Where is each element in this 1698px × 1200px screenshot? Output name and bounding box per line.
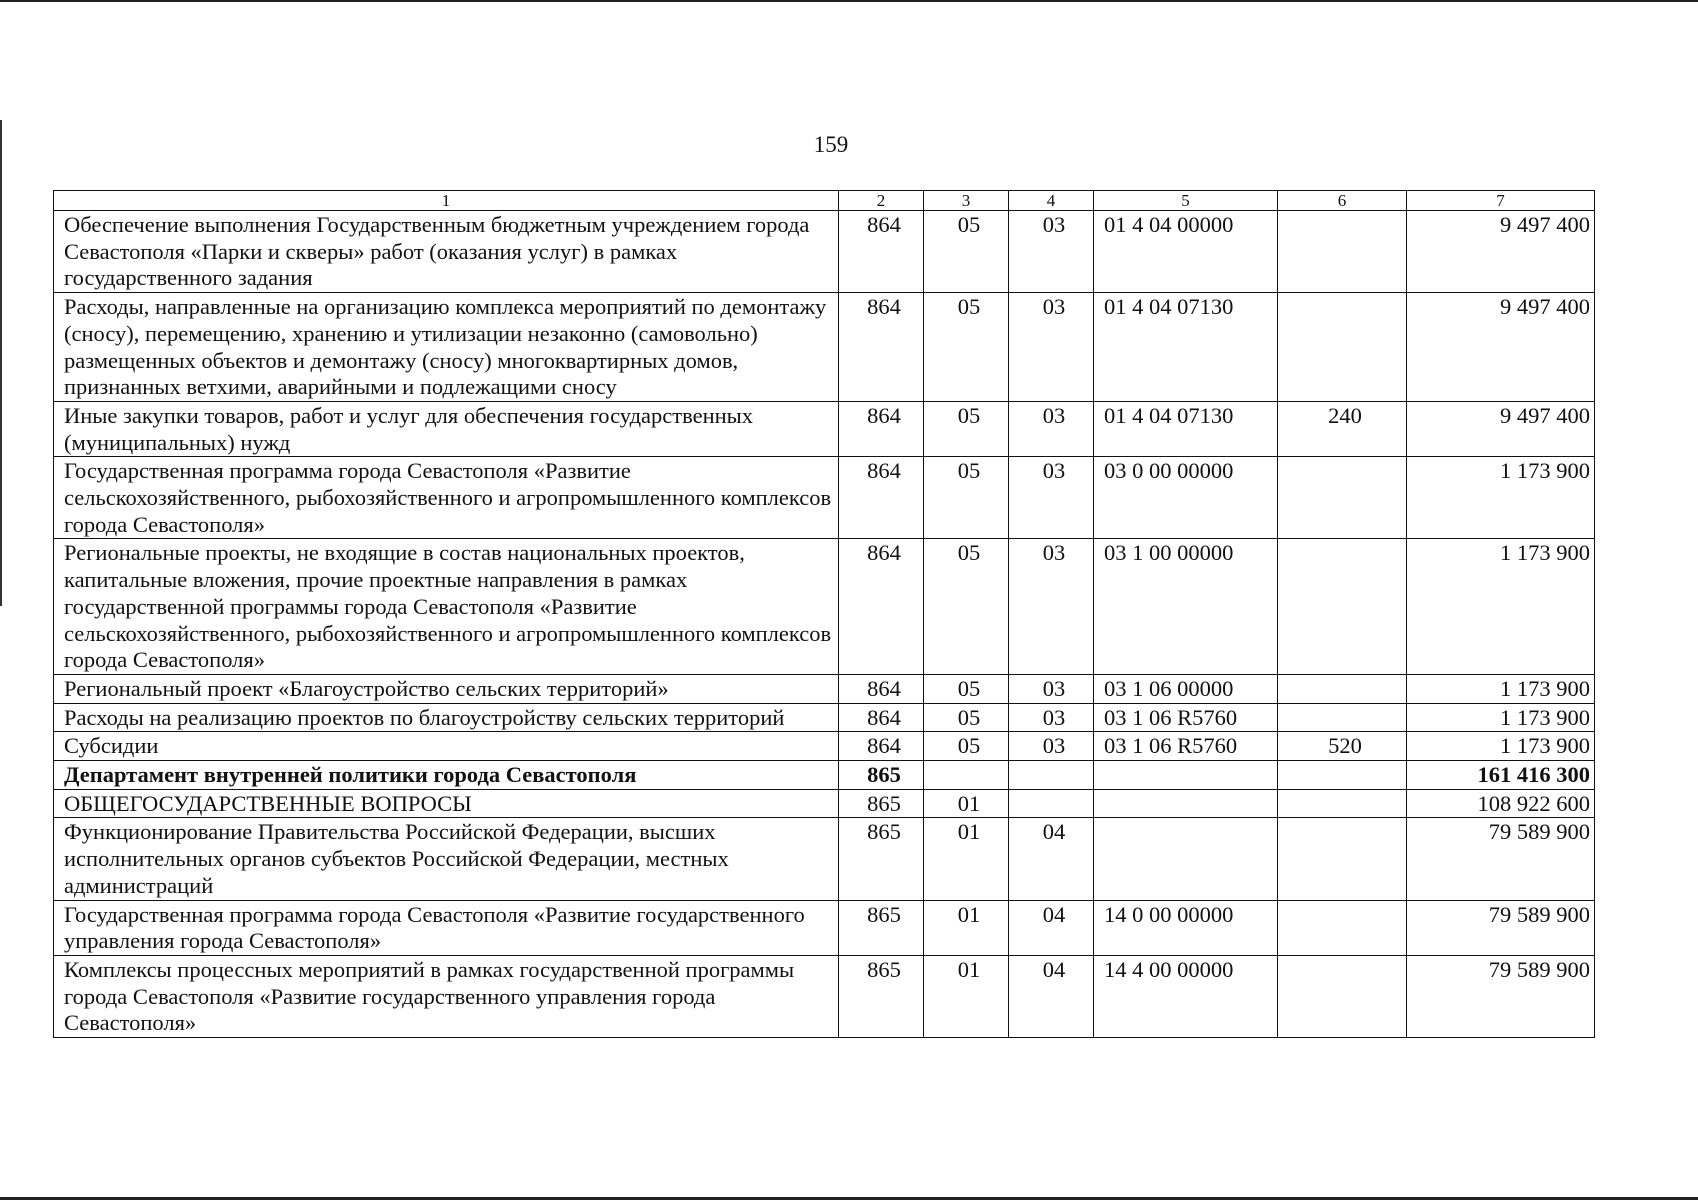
amount-cell: 79 589 900: [1407, 818, 1595, 900]
target-article-cell: [1094, 789, 1278, 818]
admin-code-cell: 865: [839, 789, 924, 818]
amount-cell: 9 497 400: [1407, 211, 1595, 293]
section-cell: 05: [924, 674, 1009, 703]
target-article-cell: [1094, 761, 1278, 790]
row-name-cell: Государственная программа города Севастополя «Развитие государственного управления города Севастополя»: [54, 900, 839, 955]
section-cell: 01: [924, 900, 1009, 955]
scan-edge-top: [0, 0, 1698, 2]
row-name-cell: Субсидии: [54, 732, 839, 761]
expense-type-cell: [1278, 703, 1407, 732]
section-cell: 05: [924, 703, 1009, 732]
section-cell: 05: [924, 401, 1009, 456]
target-article-cell: 03 1 06 00000: [1094, 674, 1278, 703]
section-cell: [924, 761, 1009, 790]
subsection-cell: 03: [1009, 674, 1094, 703]
subsection-cell: [1009, 789, 1094, 818]
table-row: [54, 401, 1595, 456]
header-row: [54, 191, 1595, 211]
subsection-cell: 03: [1009, 293, 1094, 402]
amount-cell: 1 173 900: [1407, 732, 1595, 761]
admin-code-cell: 865: [839, 955, 924, 1037]
expense-type-cell: [1278, 761, 1407, 790]
subsection-cell: 03: [1009, 539, 1094, 675]
subsection-cell: 03: [1009, 703, 1094, 732]
admin-code-cell: 864: [839, 732, 924, 761]
table-row: [54, 293, 1595, 402]
expense-type-cell: [1278, 789, 1407, 818]
row-name-cell: Государственная программа города Севастополя «Развитие сельскохозяйственного, рыбохозяйственного и агропромышленного комплексов города Севастополя»: [54, 457, 839, 539]
admin-code-cell: 865: [839, 900, 924, 955]
amount-cell: 1 173 900: [1407, 674, 1595, 703]
amount-cell: 1 173 900: [1407, 457, 1595, 539]
admin-code-cell: 864: [839, 457, 924, 539]
table-row: [54, 900, 1595, 955]
expense-type-cell: [1278, 818, 1407, 900]
table-row: [54, 211, 1595, 293]
subsection-cell: 04: [1009, 900, 1094, 955]
target-article-cell: 14 0 00 00000: [1094, 900, 1278, 955]
header-cell: 3: [924, 191, 1009, 211]
expense-type-cell: [1278, 211, 1407, 293]
table-row: [54, 732, 1595, 761]
section-cell: 05: [924, 293, 1009, 402]
row-name-cell: Расходы на реализацию проектов по благоустройству сельских территорий: [54, 703, 839, 732]
amount-cell: 9 497 400: [1407, 401, 1595, 456]
subsection-cell: 04: [1009, 955, 1094, 1037]
table-row: [54, 703, 1595, 732]
target-article-cell: [1094, 818, 1278, 900]
header-cell: 6: [1278, 191, 1407, 211]
expense-type-cell: [1278, 955, 1407, 1037]
subsection-cell: [1009, 761, 1094, 790]
subsection-cell: 03: [1009, 211, 1094, 293]
admin-code-cell: 864: [839, 703, 924, 732]
row-name-cell: Иные закупки товаров, работ и услуг для обеспечения государственных (муниципальных) нужд: [54, 401, 839, 456]
table-row: [54, 955, 1595, 1037]
amount-cell: 9 497 400: [1407, 293, 1595, 402]
amount-cell: 79 589 900: [1407, 900, 1595, 955]
budget-table: [53, 190, 1595, 1038]
expense-type-cell: [1278, 539, 1407, 675]
expense-type-cell: [1278, 293, 1407, 402]
row-name-cell: Региональные проекты, не входящие в состав национальных проектов, капитальные вложения, прочие проектные направления в рамках государственной программы города Севастополя «Развитие сельскохозяйственного, рыбохозяйственного и агропромышленного комплексов города Севастополя»: [54, 539, 839, 675]
row-name-cell: Региональный проект «Благоустройство сельских территорий»: [54, 674, 839, 703]
row-name-cell: Департамент внутренней политики города Севастополя: [54, 761, 839, 790]
table-row: [54, 789, 1595, 818]
section-cell: 05: [924, 457, 1009, 539]
scan-edge-left: [0, 120, 2, 606]
row-name-cell: Обеспечение выполнения Государственным бюджетным учреждением города Севастополя «Парки и скверы» работ (оказания услуг) в рамках государственного задания: [54, 211, 839, 293]
section-cell: 01: [924, 818, 1009, 900]
subsection-cell: 04: [1009, 818, 1094, 900]
section-cell: 01: [924, 955, 1009, 1037]
table-row: [54, 818, 1595, 900]
target-article-cell: 01 4 04 07130: [1094, 401, 1278, 456]
table-row: [54, 674, 1595, 703]
header-cell: 1: [54, 191, 839, 211]
header-cell: 2: [839, 191, 924, 211]
header-cell: 4: [1009, 191, 1094, 211]
target-article-cell: 03 1 00 00000: [1094, 539, 1278, 675]
header-cell: 7: [1407, 191, 1595, 211]
target-article-cell: 03 1 06 R5760: [1094, 703, 1278, 732]
admin-code-cell: 864: [839, 211, 924, 293]
section-cell: 05: [924, 211, 1009, 293]
section-cell: 05: [924, 732, 1009, 761]
target-article-cell: 03 0 00 00000: [1094, 457, 1278, 539]
subsection-cell: 03: [1009, 401, 1094, 456]
admin-code-cell: 864: [839, 539, 924, 675]
row-name-cell: Функционирование Правительства Российской Федерации, высших исполнительных органов субъектов Российской Федерации, местных администраций: [54, 818, 839, 900]
row-name-cell: ОБЩЕГОСУДАРСТВЕННЫЕ ВОПРОСЫ: [54, 789, 839, 818]
section-cell: 05: [924, 539, 1009, 675]
expense-type-cell: [1278, 457, 1407, 539]
amount-cell: 79 589 900: [1407, 955, 1595, 1037]
admin-code-cell: 865: [839, 761, 924, 790]
section-cell: 01: [924, 789, 1009, 818]
subsection-cell: 03: [1009, 457, 1094, 539]
amount-cell: 1 173 900: [1407, 539, 1595, 675]
admin-code-cell: 864: [839, 674, 924, 703]
expense-type-cell: 240: [1278, 401, 1407, 456]
amount-cell: 161 416 300: [1407, 761, 1595, 790]
admin-code-cell: 865: [839, 818, 924, 900]
target-article-cell: 14 4 00 00000: [1094, 955, 1278, 1037]
target-article-cell: 03 1 06 R5760: [1094, 732, 1278, 761]
target-article-cell: 01 4 04 00000: [1094, 211, 1278, 293]
table-row: [54, 761, 1595, 790]
row-name-cell: Комплексы процессных мероприятий в рамках государственной программы города Севастополя «Развитие государственного управления города Севастополя»: [54, 955, 839, 1037]
header-cell: 5: [1094, 191, 1278, 211]
admin-code-cell: 864: [839, 401, 924, 456]
page-number: 159: [813, 132, 849, 157]
expense-type-cell: [1278, 674, 1407, 703]
row-name-cell: Расходы, направленные на организацию комплекса мероприятий по демонтажу (сносу), перемещению, хранению и утилизации незаконно (самовольно) размещенных объектов и демонтажу (сносу) многоквартирных домов, признанных ветхими, аварийными и подлежащими сносу: [54, 293, 839, 402]
amount-cell: 1 173 900: [1407, 703, 1595, 732]
expense-type-cell: [1278, 900, 1407, 955]
amount-cell: 108 922 600: [1407, 789, 1595, 818]
admin-code-cell: 864: [839, 293, 924, 402]
table-row: [54, 457, 1595, 539]
subsection-cell: 03: [1009, 732, 1094, 761]
target-article-cell: 01 4 04 07130: [1094, 293, 1278, 402]
expense-type-cell: 520: [1278, 732, 1407, 761]
table-row: [54, 539, 1595, 675]
